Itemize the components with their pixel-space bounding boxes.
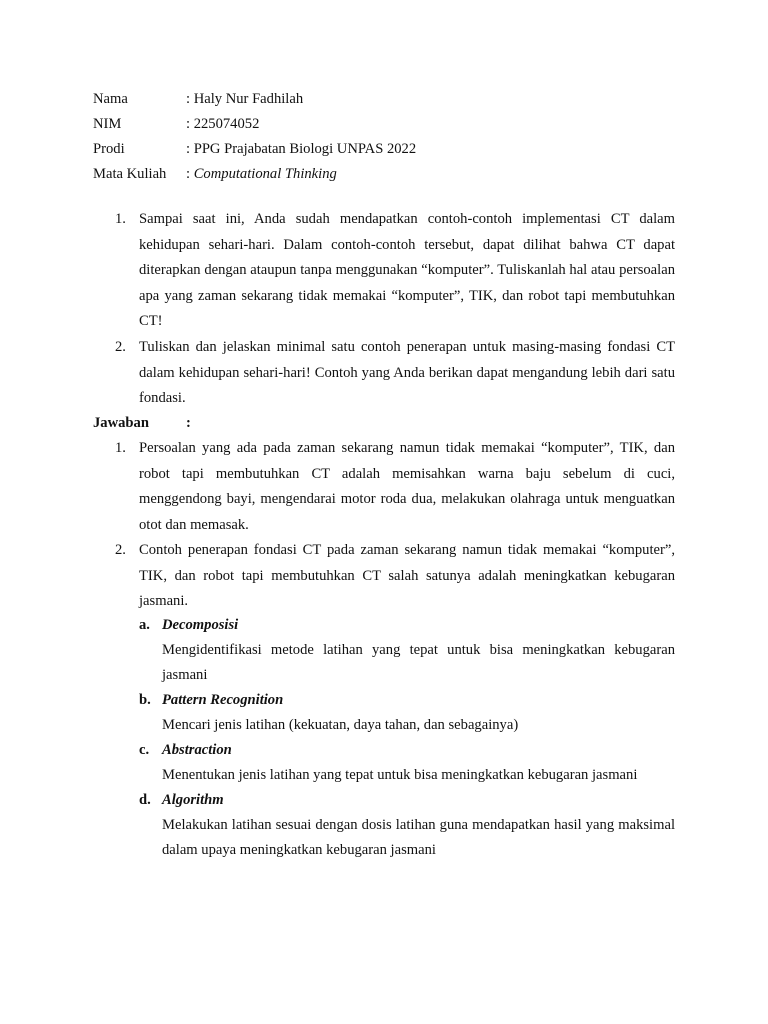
foundation-item-decomposition bbox=[139, 613, 675, 688]
info-row-mata-kuliah bbox=[93, 162, 693, 187]
info-value bbox=[186, 162, 337, 187]
answer-item bbox=[93, 538, 675, 615]
answer-list bbox=[93, 436, 675, 615]
answer-number: 1. bbox=[115, 440, 126, 456]
info-label: Mata Kuliah bbox=[93, 166, 167, 182]
foundation-title: Abstraction bbox=[162, 742, 232, 758]
answer-text: Contoh penerapan fondasi CT pada zaman sekarang namun tidak memakai “komputer”, TIK, dan robot tapi membutuhkan CT salah satunya adalah meningkatkan kebugaran jasmani. bbox=[139, 542, 675, 610]
answer-number: 2. bbox=[115, 542, 126, 558]
foundation-description: Mengidentifikasi metode latihan yang tepat untuk bisa meningkatkan kebugaran jasmani bbox=[162, 642, 675, 683]
info-value: : Haly Nur Fadhilah bbox=[186, 91, 304, 107]
course-name: Computational Thinking bbox=[193, 166, 337, 182]
question-item bbox=[93, 207, 675, 335]
info-label: Prodi bbox=[93, 141, 125, 157]
info-label: NIM bbox=[93, 116, 122, 132]
answer-item bbox=[93, 436, 675, 538]
question-text: Sampai saat ini, Anda sudah mendapatkan contoh-contoh implementasi CT dalam kehidupan sehari-hari. Dalam contoh-contoh tersebut, dapat dilihat bahwa CT dapat diterapkan dengan ataupun tanpa menggunakan “komputer”. Tuliskanlah hal atau persoalan apa yang zaman sekarang tidak memakai “komputer”, TIK, dan robot tapi membutuhkan CT! bbox=[139, 211, 675, 330]
foundation-heading bbox=[139, 613, 675, 638]
student-info bbox=[93, 87, 693, 187]
foundation-letter: a. bbox=[139, 617, 150, 633]
info-value: : PPG Prajabatan Biologi UNPAS 2022 bbox=[186, 141, 417, 157]
foundation-title: Pattern Recognition bbox=[162, 692, 284, 708]
foundation-item-pattern-recognition bbox=[139, 688, 675, 738]
foundation-letter: c. bbox=[139, 742, 150, 758]
answer-heading-label: Jawaban bbox=[93, 415, 149, 431]
foundation-description: Melakukan latihan sesuai dengan dosis latihan guna mendapatkan hasil yang maksimal dalam upaya meningkatkan kebugaran jasmani bbox=[162, 817, 675, 858]
foundation-item-algorithm bbox=[139, 788, 675, 863]
answer-heading bbox=[93, 411, 191, 436]
foundation-letter: d. bbox=[139, 792, 151, 808]
question-item bbox=[93, 335, 675, 412]
foundation-description: Mencari jenis latihan (kekuatan, daya tahan, dan sebagainya) bbox=[162, 717, 519, 733]
answer-text: Persoalan yang ada pada zaman sekarang namun tidak memakai “komputer”, TIK, dan robot tapi membutuhkan CT adalah memisahkan warna baju sebelum di cuci, menggendong bayi, mengendarai motor roda dua, melakukan olahraga untuk menguatkan otot dan memasak. bbox=[139, 440, 675, 533]
foundation-title: Algorithm bbox=[162, 792, 224, 808]
info-row-nama bbox=[93, 87, 693, 112]
info-value: : 225074052 bbox=[186, 116, 260, 132]
foundation-heading bbox=[139, 738, 675, 763]
question-text: Tuliskan dan jelaskan minimal satu contoh penerapan untuk masing-masing fondasi CT dalam kehidupan sehari-hari! Contoh yang Anda berikan dapat mengandung lebih dari satu fondasi. bbox=[139, 339, 675, 407]
foundation-heading bbox=[139, 788, 675, 813]
info-label: Nama bbox=[93, 91, 128, 107]
foundation-title: Decomposisi bbox=[162, 617, 239, 633]
question-number: 2. bbox=[115, 339, 126, 355]
info-row-nim bbox=[93, 112, 693, 137]
answer-heading-colon: : bbox=[185, 415, 191, 431]
question-list bbox=[93, 207, 675, 412]
foundation-heading bbox=[139, 688, 675, 713]
foundation-letter: b. bbox=[139, 692, 151, 708]
question-number: 1. bbox=[115, 211, 126, 227]
foundation-item-abstraction bbox=[139, 738, 675, 788]
info-row-prodi bbox=[93, 137, 693, 162]
info-value-prefix: : bbox=[186, 166, 194, 182]
foundation-description: Menentukan jenis latihan yang tepat untuk bisa meningkatkan kebugaran jasmani bbox=[162, 767, 638, 783]
